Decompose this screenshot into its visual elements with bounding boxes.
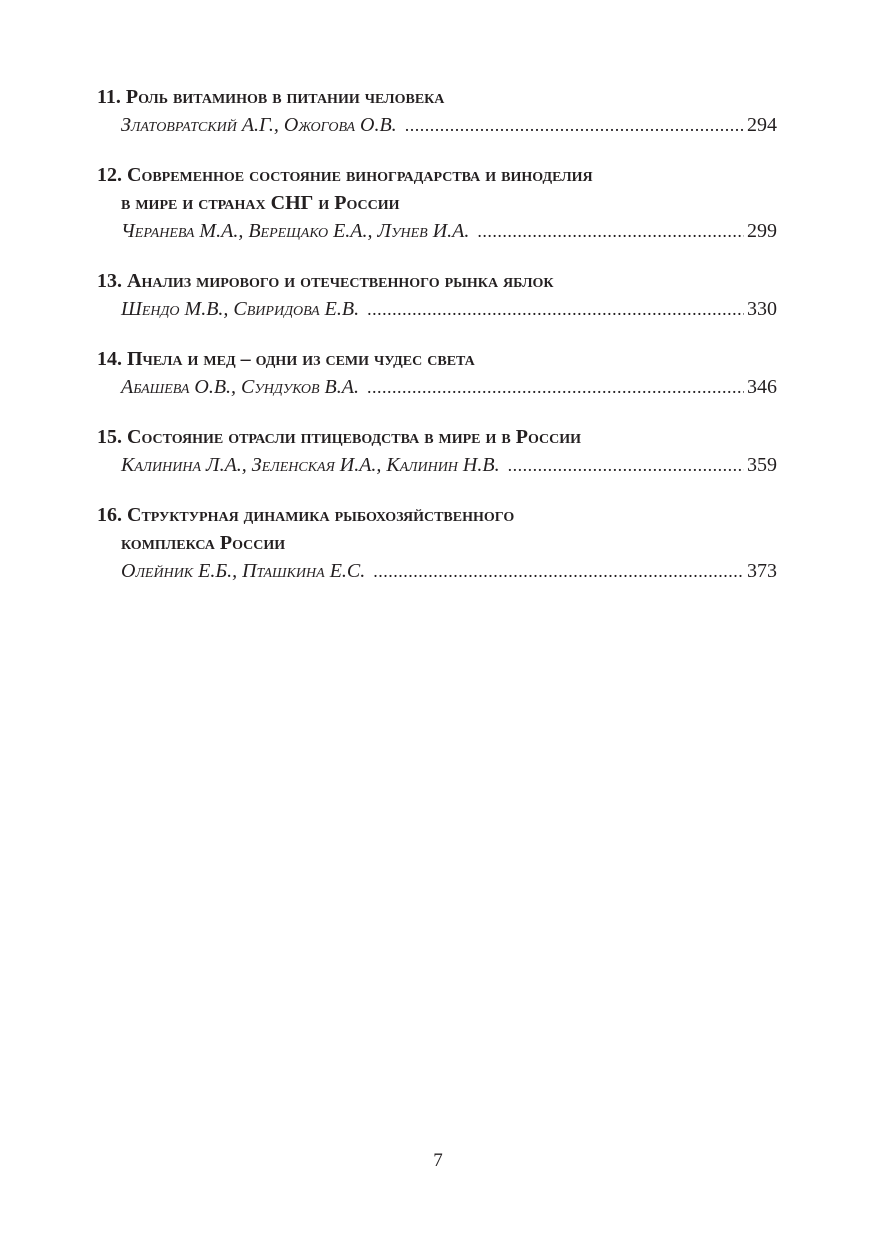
dot-leader	[405, 111, 744, 140]
entry-title: 13. Анализ мирового и отечественного рынка яблок	[97, 270, 554, 292]
entry-authors: Абашева О.В., Сундуков В.А.	[121, 376, 359, 398]
dot-leader	[373, 557, 744, 586]
toc-entry-13	[97, 267, 777, 324]
entry-title: 15. Состояние отрасли птицеводства в мире и в России	[97, 426, 582, 448]
entry-page-number: 299	[747, 220, 777, 242]
entry-title: 12. Современное состояние виноградарства и виноделия	[97, 164, 593, 186]
entry-authors-line	[97, 217, 777, 246]
entry-authors: Олейник Е.Б., Пташкина Е.С.	[121, 560, 366, 582]
entry-title: 16. Структурная динамика рыбохозяйственного	[97, 504, 515, 526]
toc-entry-15	[97, 423, 777, 480]
entry-page-number: 294	[747, 114, 777, 136]
entry-authors: Калинина Л.А., Зеленская И.А., Калинин Н.В.	[121, 454, 500, 476]
table-of-contents	[97, 83, 777, 607]
entry-authors: Шендо М.В., Свиридова Е.В.	[121, 298, 360, 320]
entry-page-number: 330	[747, 298, 777, 320]
entry-title-continuation: комплекса России	[121, 532, 286, 554]
entry-authors-line	[97, 111, 777, 140]
entry-authors-line	[97, 295, 777, 324]
entry-authors-line	[97, 557, 777, 586]
dot-leader	[367, 295, 744, 324]
toc-entry-11	[97, 83, 777, 140]
entry-page-number: 359	[747, 454, 777, 476]
entry-authors-line	[97, 451, 777, 480]
dot-leader	[477, 217, 744, 246]
toc-entry-14	[97, 345, 777, 402]
entry-title-continuation: в мире и странах СНГ и России	[121, 192, 400, 214]
dot-leader	[367, 373, 744, 402]
toc-entry-16	[97, 501, 777, 586]
entry-authors: Черанева М.А., Верещако Е.А., Лунев И.А.	[121, 220, 470, 242]
entry-page-number: 346	[747, 376, 777, 398]
toc-entry-12	[97, 161, 777, 246]
entry-title: 14. Пчела и мед – одни из семи чудес света	[97, 348, 475, 370]
entry-title: 11. Роль витаминов в питании человека	[97, 86, 445, 108]
page-number: 7	[433, 1150, 443, 1171]
entry-page-number: 373	[747, 560, 777, 582]
entry-authors-line	[97, 373, 777, 402]
entry-authors: Златовратский А.Г., Ожогова О.В.	[121, 114, 397, 136]
dot-leader	[508, 451, 744, 480]
